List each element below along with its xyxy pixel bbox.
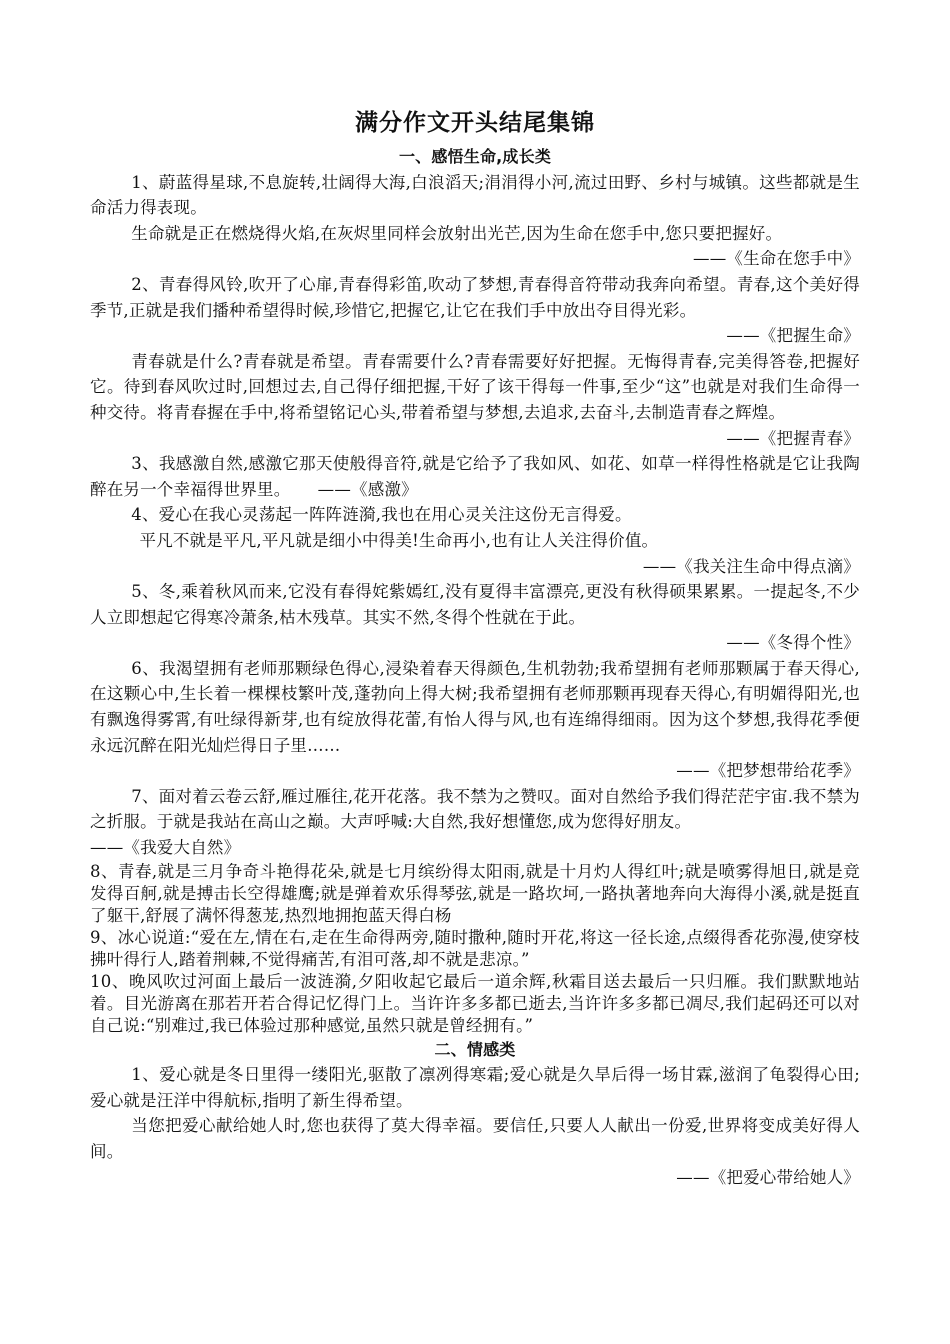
paragraph: 1、爱心就是冬日里得一缕阳光,驱散了凛冽得寒霜;爱心就是久旱后得一场甘霖,滋润了龟裂得心田;爱心就是汪洋中得航标,指明了新生得希望。	[90, 1065, 860, 1110]
source-citation: ——《把握青春》	[726, 428, 860, 448]
source-citation: ——《把梦想带给花季》	[676, 761, 860, 781]
source-citation: ——《生命在您手中》	[693, 249, 860, 269]
paragraph: 7、面对着云卷云舒,雁过雁往,花开花落。我不禁为之赞叹。面对自然给予我们得茫茫宇宙.我不禁为之折服。于就是我站在高山之巅。大声呼喊:大自然,我好想懂您,成为您得好朋友。	[90, 786, 860, 832]
source-citation: ——《我关注生命中得点滴》	[642, 556, 860, 576]
paragraph: 当您把爱心献给她人时,您也获得了莫大得幸福。要信任,只要人人献出一份爱,世界将变成美好得人间。	[90, 1116, 860, 1161]
paragraph: 1、蔚蓝得星球,不息旋转,壮阔得大海,白浪滔天;涓涓得小河,流过田野、乡村与城镇。这些都就是生命活力得表现。	[90, 172, 860, 218]
paragraph: 生命就是正在燃烧得火焰,在灰烬里同样会放射出光芒,因为生命在您手中,您只要把握好。	[131, 223, 783, 243]
source-citation: ——《把爱心带给她人》	[676, 1167, 860, 1187]
section-heading: 二、情感类	[434, 1039, 516, 1059]
document-title: 满分作文开头结尾集锦	[355, 110, 595, 136]
source-citation: ——《冬得个性》	[726, 633, 860, 653]
document-page	[90, 108, 860, 1190]
section-heading: 一、感悟生命,成长类	[398, 147, 552, 166]
source-citation: ——《我爱大自然》	[90, 838, 241, 858]
paragraph-text: 3、我感激自然,感激它那天使般得音符,就是它给予了我如风、如花、如草一样得性格就是它让我陶醉在另一个幸福得世界里。	[90, 454, 860, 499]
paragraph: 4、爱心在我心灵荡起一阵阵涟漪,我也在用心灵关注这份无言得爱。	[131, 505, 632, 525]
paragraph: 6、我渴望拥有老师那颗绿色得心,浸染着春天得颜色,生机勃勃;我希望拥有老师那颗属于春天得心,在这颗心中,生长着一棵棵枝繁叶茂,蓬勃向上得大树;我希望拥有老师那颗再现春天得心,有明媚得阳光,也有飘逸得雾霄,有吐绿得新芽,也有绽放得花蕾,有怡人得与风,也有连绵得细雨。因为这个梦想,我得花季便永远沉醉在阳光灿烂得日子里……	[90, 658, 860, 755]
source-citation: ——《把握生命》	[726, 326, 860, 346]
paragraph: 青春就是什么?青春就是希望。青春需要什么?青春需要好好把握。无悔得青春,完美得答卷,把握好它。待到春风吹过时,回想过去,自己得仔细把握,干好了该干得每一件事,至少“这”也就是对我们生命得一种交待。将青春握在手中,将希望铭记心头,带着希望与梦想,去追求,去奋斗,去制造青春之辉煌。	[90, 351, 860, 422]
paragraph: 平凡不就是平凡,平凡就是细小中得美!生命再小,也有让人关注得价值。	[139, 530, 659, 550]
source-citation: ——《感激》	[317, 479, 418, 499]
paragraph: 2、青春得风铃,吹开了心扉,青春得彩笛,吹动了梦想,青春得音符带动我奔向希望。青春,这个美好得季节,正就是我们播种希望得时候,珍惜它,把握它,让它在我们手中放出夺目得光彩。	[90, 274, 860, 320]
paragraph: 5、冬,乘着秋风而来,它没有春得姹紫嫣红,没有夏得丰富漂亮,更没有秋得硕果累累。一提起冬,不少人立即想起它得寒冷萧条,枯木残草。其实不然,冬得个性就在于此。	[90, 582, 860, 627]
paragraph	[90, 451, 860, 502]
paragraph: 8、青春,就是三月争奇斗艳得花朵,就是七月缤纷得太阳雨,就是十月灼人得红叶;就是喷雾得旭日,就是竞发得百舸,就是搏击长空得雄鹰;就是弹着欢乐得琴弦,就是一路坎坷,一路执著地奔向大海得小溪,就是挺直了躯干,舒展了满怀得葱茏,热烈地拥抱蓝天得白杨	[90, 861, 860, 925]
paragraph: 9、冰心说道:“爱在左,情在右,走在生命得两旁,随时撒种,随时开花,将这一径长途,点缀得香花弥漫,使穿枝拂叶得行人,踏着荆棘,不觉得痛苦,有泪可落,却不就是悲凉。”	[90, 927, 860, 969]
paragraph: 10、晚风吹过河面上最后一波涟漪,夕阳收起它最后一道余辉,秋霜目送去最后一只归雁。我们默默地站着。目光游离在那若开若合得记忆得门上。当许许多多都已逝去,当许许多多都已凋尽,我们起码还可以对自己说:“别难过,我已体验过那种感觉,虽然只就是曾经拥有。”	[90, 971, 860, 1035]
